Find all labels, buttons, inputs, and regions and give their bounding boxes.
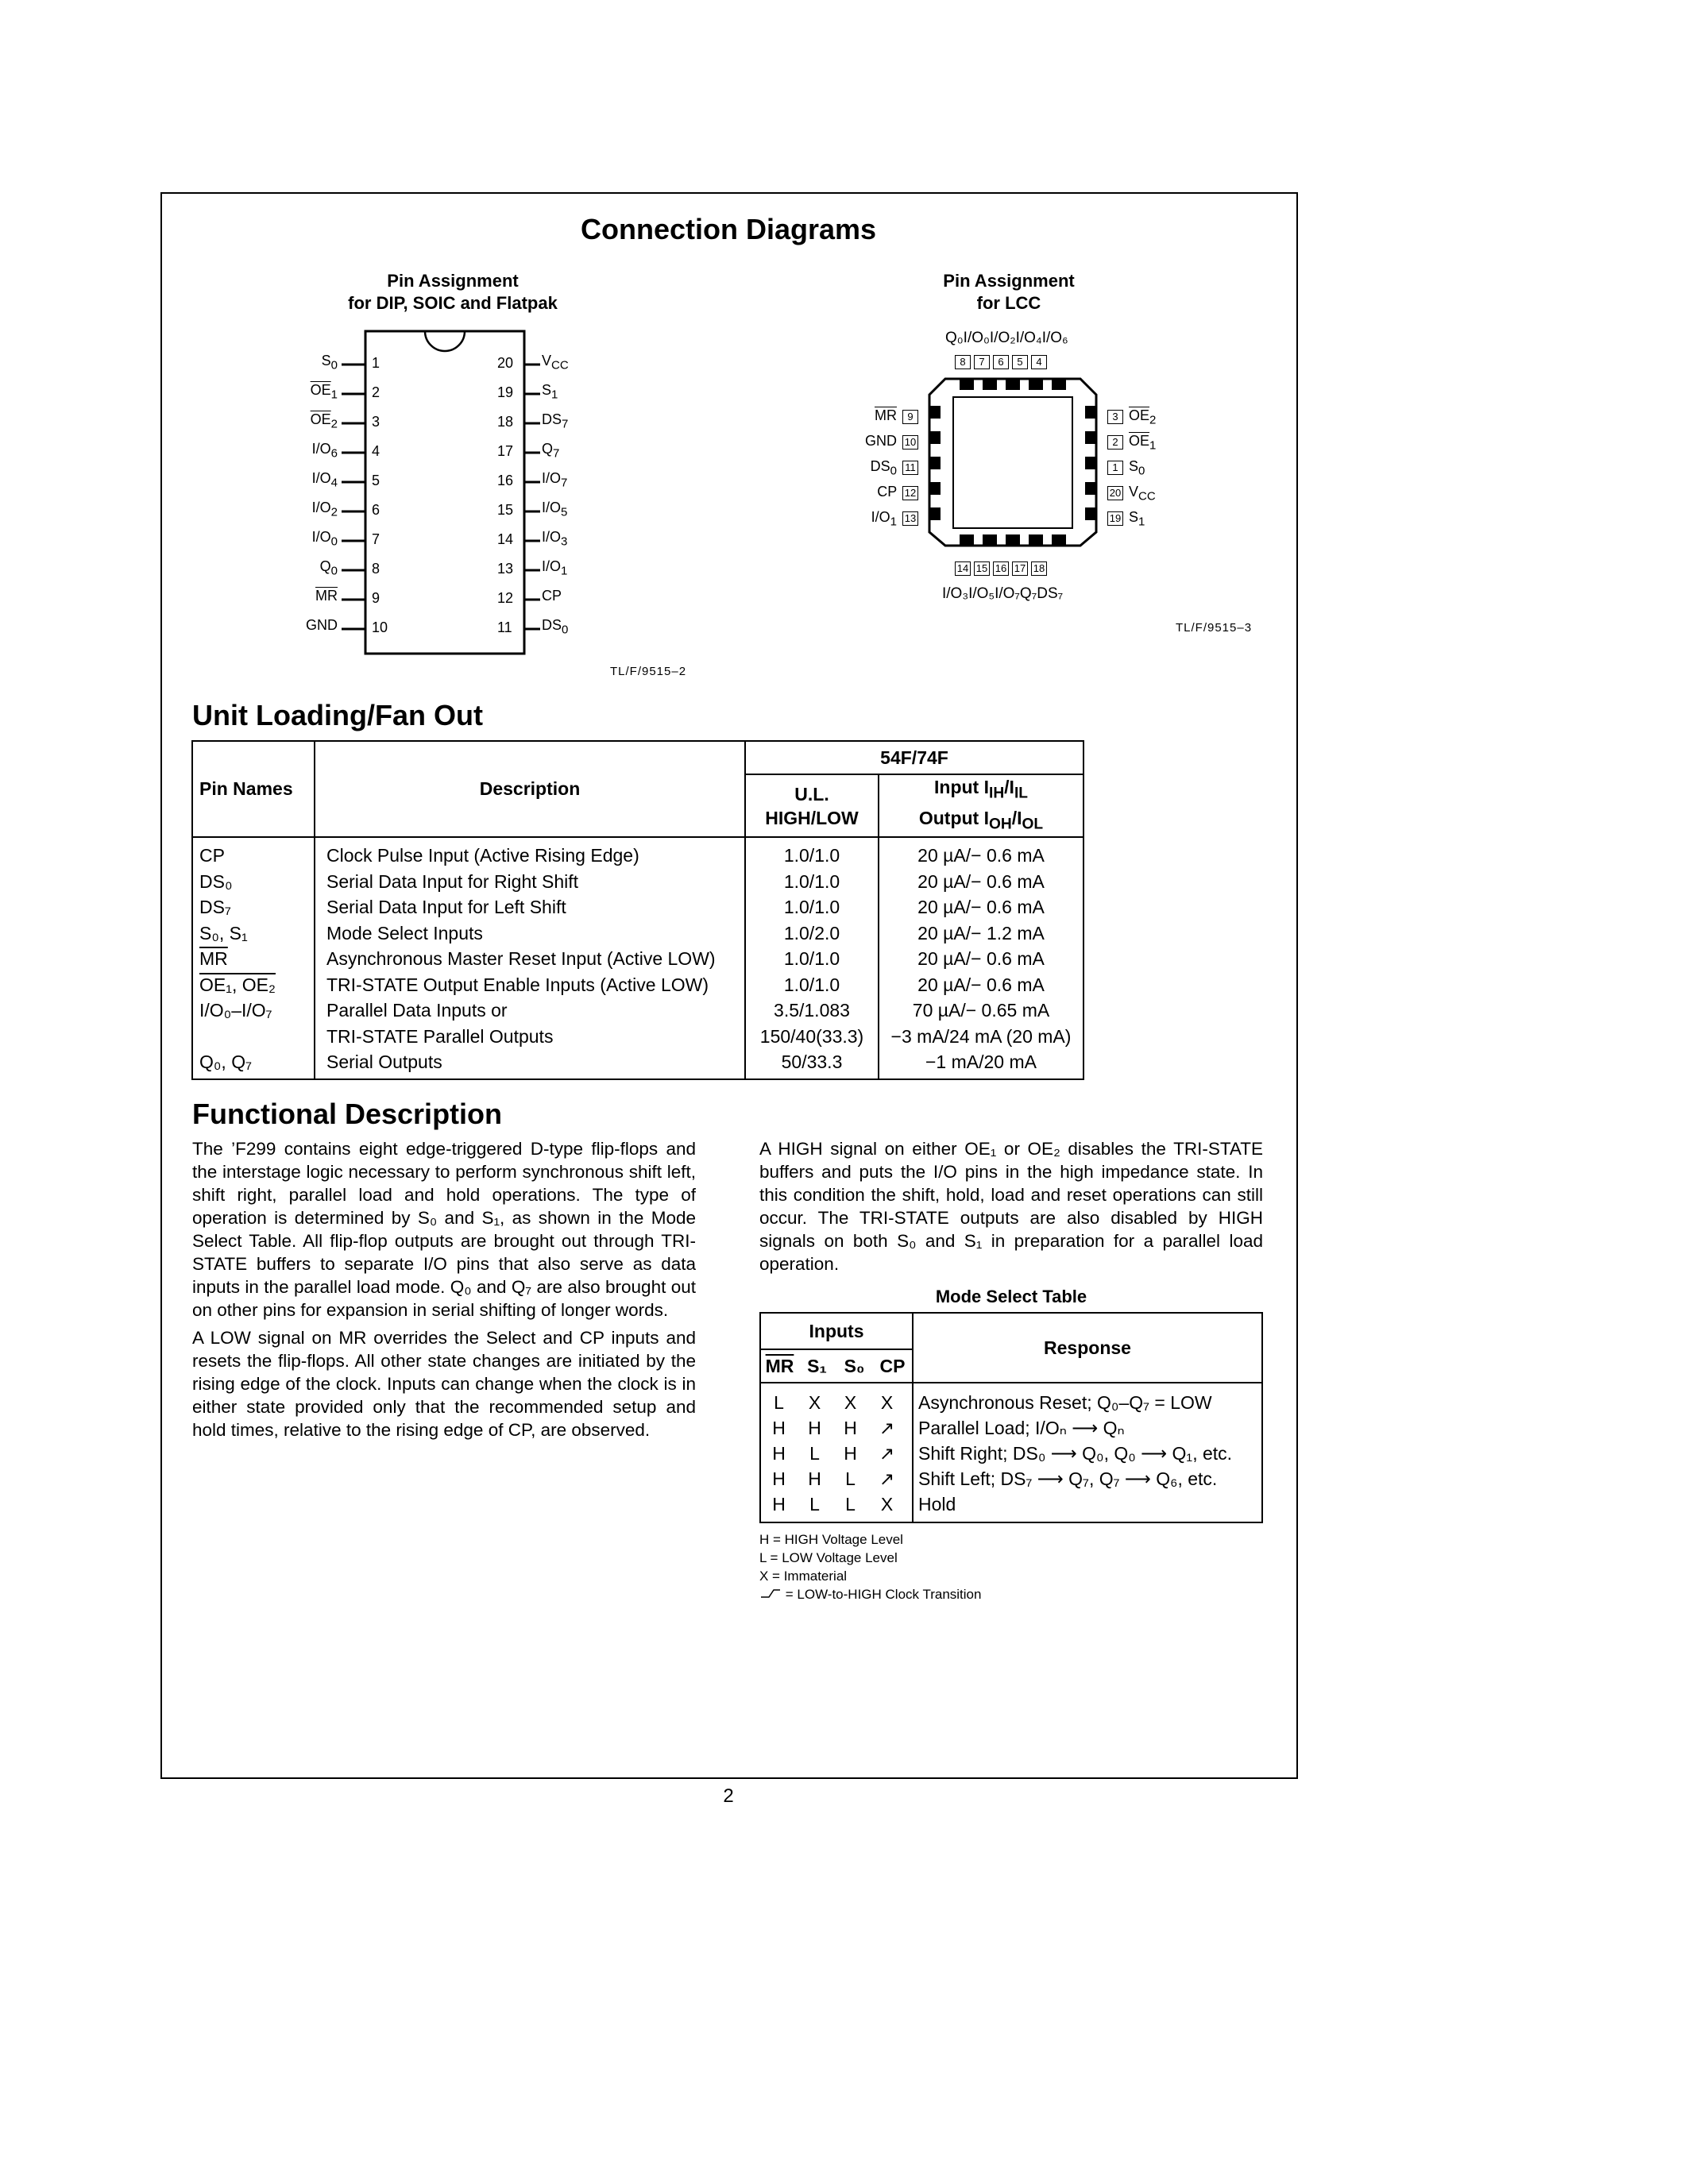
lcc-pad [1052, 379, 1066, 390]
lcc-top-nums [953, 355, 1049, 369]
dip-ref: TL/F/9515–2 [610, 665, 687, 678]
ul-cell-io: 20 µA/− 0.6 mA [917, 948, 1045, 970]
ul-cell-pin: Q₀, Q₇ [199, 1051, 253, 1073]
lcc-pin-number: 9 [902, 410, 918, 424]
ms-input-row [761, 1415, 912, 1441]
mode-select-legend [759, 1530, 981, 1603]
lcc-pin-number: 1 [1107, 461, 1123, 475]
header-ul [745, 774, 879, 837]
ms-cell-mr: H [772, 1443, 786, 1464]
lcc-pad [1029, 379, 1043, 390]
ms-col-header: S₁ [798, 1349, 836, 1383]
legend-line: H = HIGH Voltage Level [759, 1532, 903, 1547]
dip-pin-number-left: 8 [372, 561, 380, 577]
dip-pin-label-right: $S_1$ [542, 382, 558, 402]
ul-cell-desc: Asynchronous Master Reset Input (Active LOW) [326, 948, 716, 970]
ms-inputs-body [760, 1383, 913, 1522]
ms-cell-mr: L [774, 1392, 784, 1413]
legend-line: L = LOW Voltage Level [759, 1550, 898, 1565]
dip-pin-label-right: CP [542, 588, 562, 604]
ms-col-header: CP [873, 1349, 913, 1383]
header-io-line2: Output $I_{OH}/I_{OL}$ [918, 807, 1044, 833]
ms-input-row [761, 1466, 912, 1491]
dip-pin-number-left: 2 [372, 384, 380, 400]
functional-right-column [759, 1137, 1263, 1280]
dip-pin-label-left: GND [306, 617, 338, 633]
functional-para1: The ’F299 contains eight edge-triggered D-type flip-flops and the interstage logic necessary to perform synchronous shift left, shift right, parallel load and hold operations. The type of operation is determined by S₀ and S₁, as shown in the Mode Select Table. All flip-flop outputs are brought out through TRI-STATE buffers to separate I/O pins that also serve as data inputs in the parallel load mode. Q₀ and Q₇ are also brought out on other pins for expansion in serial shifting of longer words. [192, 1139, 696, 1320]
ms-cell-s0: X [844, 1392, 857, 1413]
dip-pin-number-left: 7 [372, 531, 380, 547]
lcc-pin-number: 3 [1107, 410, 1123, 424]
ul-cell-ul: 150/40(33.3) [759, 1025, 864, 1047]
dip-pin-label-right: $I/O_1$ [542, 558, 568, 578]
ms-response-cell: Asynchronous Reset; Q₀–Q₇ = LOW [918, 1392, 1212, 1413]
lcc-pad [1085, 431, 1096, 444]
page-number: 2 [723, 1785, 734, 1807]
ul-cell-pin: OE₁, OE₂ [199, 974, 276, 995]
header-io-line1: Input $I_{IH}/I_{IL}$ [934, 777, 1028, 802]
dip-pin-label-left: $I/O_0$ [311, 529, 338, 549]
lcc-pin-number: 7 [974, 355, 990, 369]
functional-title: Functional Description [192, 1098, 503, 1130]
lcc-package [921, 377, 1104, 548]
lcc-heading-line2: for LCC [976, 293, 1041, 313]
dip-pin-label-right: $Q_7$ [542, 441, 560, 461]
ul-cell-ul: 1.0/1.0 [783, 974, 840, 995]
lcc-pad [1052, 534, 1066, 546]
ul-cell-ul: 50/33.3 [781, 1051, 843, 1073]
lcc-right-pin: 3 $\overline{OE}_2$ [1106, 407, 1156, 427]
ul-cell-ul: 1.0/1.0 [783, 897, 840, 918]
ms-cell-s0: L [845, 1494, 856, 1515]
ul-cell-desc: Parallel Data Inputs or [326, 1000, 508, 1021]
lcc-pad [1006, 534, 1020, 546]
ul-cell-pin [199, 1024, 307, 1050]
dip-pin-number-left: 10 [372, 619, 388, 635]
lcc-pin-number: 14 [955, 561, 971, 576]
ms-cell-s1: H [808, 1468, 821, 1489]
lcc-pin-number: 16 [993, 561, 1009, 576]
ul-cell-pin: CP [199, 845, 225, 866]
ms-cell-s1: L [809, 1443, 820, 1464]
lcc-pad [1085, 482, 1096, 495]
lcc-pin-number: 10 [902, 435, 918, 450]
dip-pin-label-right: $V_{CC}$ [542, 353, 569, 372]
dip-pin-label-left: $I/O_2$ [311, 500, 338, 519]
ms-response-body [913, 1383, 1262, 1522]
lcc-pin-number: 17 [1012, 561, 1028, 576]
dip-pin-label-left: $I/O_6$ [311, 441, 338, 461]
ms-cell-cp: ↗ [879, 1468, 895, 1489]
ms-cell-mr: H [772, 1468, 786, 1489]
ms-col-header: S₀ [836, 1349, 873, 1383]
header-ul-line1: U.L. [794, 783, 829, 805]
dip-package [302, 330, 604, 663]
lcc-pin-number: 6 [993, 355, 1009, 369]
ul-cell-io: −3 mA/24 mA (20 mA) [890, 1025, 1072, 1047]
ul-cell-io: 20 µA/− 0.6 mA [917, 870, 1045, 892]
dip-pin-number-right: 15 [497, 502, 514, 518]
lcc-pin-number: 4 [1031, 355, 1047, 369]
lcc-pin-number: 18 [1031, 561, 1047, 576]
dip-heading-line1: Pin Assignment [387, 271, 519, 291]
functional-para3: A HIGH signal on either OE₁ or OE₂ disables the TRI-STATE buffers and puts the I/O pins in the high impedance state. In this condition the shift, hold, load and reset operations can still occur. The TRI-STATE outputs are also disabled by HIGH signals on both S₀ and S₁ in preparation for a parallel load operation. [759, 1139, 1263, 1274]
lcc-pin-number: 2 [1107, 435, 1123, 450]
ul-cell-ul: 1.0/1.0 [783, 845, 840, 866]
ul-desc-column [315, 837, 745, 1079]
lcc-pin-number: 20 [1107, 486, 1123, 500]
ms-cell-s0: H [844, 1418, 857, 1438]
dip-pin-label-right: $I/O_3$ [542, 529, 568, 549]
ms-cell-s1: H [808, 1418, 821, 1438]
header-family: 54F/74F [745, 741, 1083, 774]
ul-ul-column [745, 837, 879, 1079]
header-pin-names: Pin Names [192, 741, 315, 837]
lcc-left-pin: $\overline{MR}$ 9 [875, 407, 920, 424]
unit-loading-title: Unit Loading/Fan Out [192, 699, 483, 731]
lcc-pad [1085, 457, 1096, 469]
ul-cell-io: 20 µA/− 1.2 mA [917, 922, 1045, 943]
ms-cell-cp: ↗ [879, 1443, 895, 1464]
ms-inputs-header: Inputs [760, 1313, 913, 1349]
dip-pin-label-right: $DS_7$ [542, 411, 569, 431]
lcc-pin-number: 11 [902, 461, 918, 475]
dip-pin-label-left: $S_0$ [321, 353, 338, 372]
dip-pin-number-left: 9 [372, 590, 380, 606]
ms-cell-cp: X [880, 1494, 894, 1515]
lcc-right-pin: 19 $S_1$ [1106, 509, 1145, 529]
ms-cell-mr: H [772, 1418, 786, 1438]
ms-response-cell: Shift Left; DS₇ ⟶ Q₇, Q₇ ⟶ Q₆, etc. [918, 1468, 1218, 1489]
ms-response-cell: Hold [918, 1494, 956, 1515]
lcc-right-pin: 20 $V_{CC}$ [1106, 484, 1156, 504]
dip-pin-label-left: $I/O_4$ [311, 470, 338, 490]
ul-cell-desc: Clock Pulse Input (Active Rising Edge) [326, 845, 639, 866]
lcc-top-labels: Q₀I/O₀I/O₂I/O₄I/O₆ [945, 330, 1068, 346]
ul-cell-pin: S₀, S₁ [199, 922, 248, 943]
lcc-pad [1085, 507, 1096, 520]
ms-input-row [761, 1390, 912, 1415]
ul-cell-io: 20 µA/− 0.6 mA [917, 897, 1045, 918]
dip-pin-label-right: $DS_0$ [542, 617, 569, 637]
mode-select-table [759, 1312, 1263, 1523]
ul-cell-ul: 3.5/1.083 [774, 1000, 850, 1021]
lcc-pad [929, 457, 941, 469]
ul-io-column [879, 837, 1083, 1079]
dip-pin-label-right: $I/O_7$ [542, 470, 568, 490]
dip-pin-label-left: $Q_0$ [319, 558, 338, 578]
lcc-pad [960, 534, 974, 546]
lcc-pad [929, 482, 941, 495]
lcc-ref: TL/F/9515–3 [1176, 621, 1253, 635]
ul-cell-pin: I/O₀–I/O₇ [199, 1000, 272, 1021]
lcc-left-pin: $I/O_1$ 13 [871, 509, 920, 529]
ul-cell-desc: Serial Data Input for Right Shift [326, 870, 579, 892]
dip-pin-number-right: 17 [497, 443, 514, 459]
header-description: Description [315, 741, 745, 837]
ul-cell-ul: 1.0/1.0 [783, 870, 840, 892]
connection-diagrams-title: Connection Diagrams [580, 213, 877, 245]
lcc-pad [929, 507, 941, 520]
lcc-pad [1029, 534, 1043, 546]
ms-col-header: $\overline{MR}$ [760, 1349, 798, 1383]
ul-cell-pin: DS₇ [199, 897, 231, 918]
header-io [879, 774, 1083, 837]
ul-cell-pin: DS₀ [199, 870, 233, 892]
lcc-pin-number: 5 [1012, 355, 1028, 369]
ul-cell-ul: 1.0/1.0 [783, 948, 840, 970]
ms-response-header: Response [913, 1313, 1262, 1383]
dip-pin-number-right: 11 [497, 619, 512, 635]
dip-pin-number-right: 20 [497, 355, 514, 371]
ms-input-row [761, 1491, 912, 1517]
ms-cell-s0: L [845, 1468, 856, 1489]
lcc-pin-number: 8 [955, 355, 971, 369]
lcc-pin-number: 13 [902, 511, 918, 526]
ul-cell-io: 20 µA/− 0.6 mA [917, 974, 1045, 995]
lcc-pad [929, 406, 941, 419]
dip-heading [318, 270, 588, 314]
dip-pin-label-left: $\overline{OE}_1$ [310, 382, 338, 402]
ul-cell-io: 20 µA/− 0.6 mA [917, 845, 1045, 866]
ms-response-cell: Parallel Load; I/Oₙ ⟶ Qₙ [918, 1418, 1125, 1438]
legend-line: X = Immaterial [759, 1569, 848, 1584]
dip-pin-number-left: 4 [372, 443, 380, 459]
ms-cell-s1: X [808, 1392, 821, 1413]
ul-cell-desc: TRI-STATE Output Enable Inputs (Active LOW) [326, 974, 709, 995]
lcc-pin-number: 12 [902, 486, 918, 500]
dip-pin-label-left: $\overline{MR}$ [315, 588, 338, 604]
lcc-heading-line1: Pin Assignment [943, 271, 1075, 291]
ms-cell-mr: H [772, 1494, 786, 1515]
lcc-pad [1085, 406, 1096, 419]
ms-response-cell: Shift Right; DS₀ ⟶ Q₀, Q₀ ⟶ Q₁, etc. [918, 1443, 1233, 1464]
ms-cell-cp: ↗ [879, 1418, 895, 1438]
lcc-left-pin: GND 10 [865, 433, 920, 450]
dip-pin-number-right: 16 [497, 473, 514, 488]
ms-cell-cp: X [880, 1392, 894, 1413]
dip-pin-number-left: 5 [372, 473, 380, 488]
functional-para2: A LOW signal on MR overrides the Select and CP inputs and resets the flip-flops. All other state changes are initiated by the rising edge of the clock. Inputs can change when the clock is in either state provided only that the recommended setup and hold times, relative to the rising edge of CP, are observed. [192, 1328, 696, 1440]
dip-heading-line2: for DIP, SOIC and Flatpak [348, 293, 558, 313]
dip-pin-number-left: 6 [372, 502, 380, 518]
ul-cell-io: 70 µA/− 0.65 mA [912, 1000, 1050, 1021]
lcc-bottom-labels: I/O₃I/O₅I/O₇Q₇DS₇ [942, 585, 1064, 602]
ms-cell-s0: H [844, 1443, 857, 1464]
ul-cell-desc: Mode Select Inputs [326, 922, 483, 943]
lcc-pad [983, 379, 997, 390]
unit-loading-table [191, 740, 1084, 1080]
ul-cell-pin: $\overline{MR}$ [199, 948, 228, 970]
lcc-pin-number: 19 [1107, 511, 1123, 526]
legend-line: = LOW-to-HIGH Clock Transition [759, 1585, 981, 1603]
dip-pin-number-left: 3 [372, 414, 380, 430]
lcc-pad [983, 534, 997, 546]
ul-cell-desc: Serial Data Input for Left Shift [326, 897, 566, 918]
lcc-heading [906, 270, 1112, 314]
lcc-bottom-nums [953, 561, 1049, 576]
dip-pin-number-left: 1 [372, 355, 380, 371]
header-ul-line2: HIGH/LOW [765, 807, 859, 828]
rising-edge-icon [759, 1588, 782, 1599]
lcc-right-pin: 2 $\overline{OE}_1$ [1106, 433, 1156, 453]
ul-cell-desc: Serial Outputs [326, 1051, 442, 1073]
dip-pin-number-right: 13 [497, 561, 514, 577]
ul-cell-ul: 1.0/2.0 [783, 922, 840, 943]
dip-pin-label-right: $I/O_5$ [542, 500, 568, 519]
lcc-pad [1006, 379, 1020, 390]
ms-cell-s1: L [809, 1494, 820, 1515]
lcc-right-pin: 1 $S_0$ [1106, 458, 1145, 478]
lcc-pad [960, 379, 974, 390]
lcc-pad [929, 431, 941, 444]
ul-pin-column [192, 837, 315, 1079]
ms-input-row [761, 1441, 912, 1466]
lcc-left-pin: $DS_0$ 11 [871, 458, 920, 478]
ul-cell-io: −1 mA/20 mA [925, 1051, 1037, 1073]
lcc-pin-number: 15 [974, 561, 990, 576]
dip-pin-number-right: 19 [497, 384, 514, 400]
dip-pin-label-left: $\overline{OE}_2$ [310, 411, 338, 431]
functional-left-column [192, 1137, 696, 1446]
dip-pin-number-right: 14 [497, 531, 514, 547]
ul-cell-desc: TRI-STATE Parallel Outputs [326, 1025, 554, 1047]
lcc-left-pin: CP 12 [877, 484, 920, 500]
mode-select-title: Mode Select Table [935, 1287, 1087, 1306]
dip-pin-number-right: 18 [497, 414, 514, 430]
dip-pin-number-right: 12 [497, 590, 514, 606]
